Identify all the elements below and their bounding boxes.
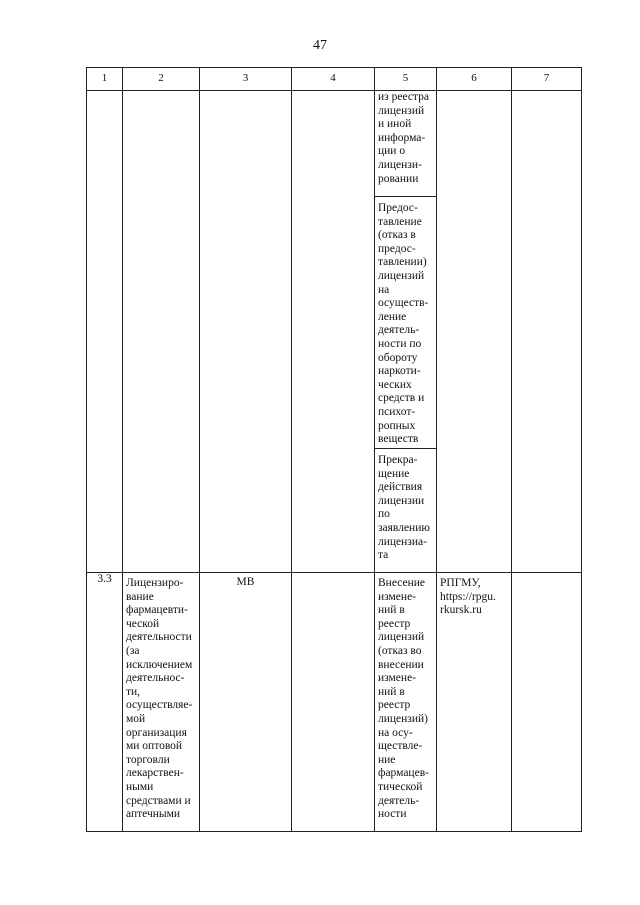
licensing-table	[86, 67, 582, 832]
cell-empty	[437, 91, 512, 573]
header-cell: 2	[123, 68, 200, 91]
portal-reference: РПГМУ, https://rpgu. rkursk.ru	[437, 573, 512, 832]
authority-code: МВ	[200, 573, 292, 832]
header-cell: 7	[512, 68, 582, 91]
cell-empty	[200, 91, 292, 573]
continued-row	[87, 91, 582, 197]
header-cell: 5	[375, 68, 437, 91]
header-cell: 3	[200, 68, 292, 91]
service-name: Лицензиро- вание фармацевти- ческой деятельности (за исключением деятельнос- ти, осуществляе- мой организация ми оптовой торговли лекарствен- ными средствами и аптечными	[123, 573, 200, 832]
service-subitem: Прекра- щение действия лицензии по заявлению лицензиа- та	[375, 449, 437, 573]
row-number: 3.3	[87, 573, 123, 832]
cell-empty	[87, 91, 123, 573]
header-cell: 4	[292, 68, 375, 91]
page-number: 47	[313, 38, 327, 53]
cell-empty	[512, 573, 582, 832]
header-cell: 6	[437, 68, 512, 91]
cell-empty	[292, 573, 375, 832]
cell-empty	[512, 91, 582, 573]
service-subitem: из реестра лицензий и иной информа- ции о лицензи- ровании	[375, 91, 437, 197]
cell-empty	[292, 91, 375, 573]
table-row	[87, 573, 582, 832]
cell-empty	[123, 91, 200, 573]
header-cell: 1	[87, 68, 123, 91]
service-subitem: Внесение измене- ний в реестр лицензий (отказ во внесении измене- ний в реестр лицензий) на осу- ществле- ние фармацев- тической деятель- ности	[375, 573, 437, 832]
header-row	[87, 68, 582, 91]
service-subitem: Предос- тавление (отказ в предос- тавлении) лицензий на осуществ- ление деятель- ности по обороту наркоти- ческих средств и психот- ропных веществ	[375, 197, 437, 449]
